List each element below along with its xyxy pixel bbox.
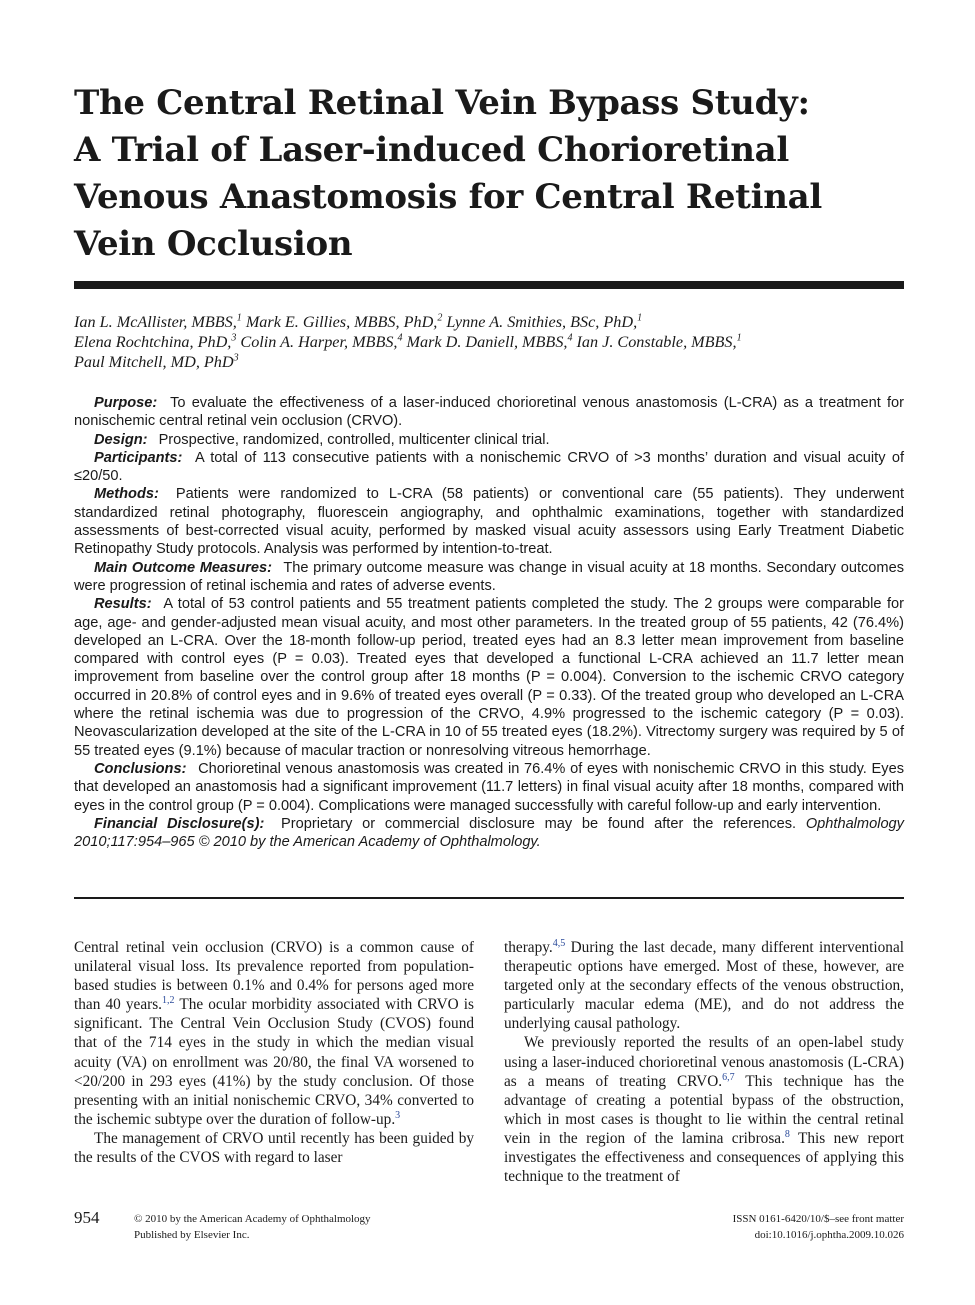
body-column-left: [74, 938, 474, 1167]
page-footer: [74, 1208, 904, 1248]
affiliation-mark: 4: [397, 332, 403, 344]
affiliation-mark: 3: [231, 332, 237, 344]
section-text: A total of 53 control patients and 55 treatment patients completed the study. The 2 groups were comparable for age, age- and gender-adjusted mean visual acuity, and most other parameters. In the treated group of 55 patients, 42 (76.4%) developed an L-CRA. Over the 18-month follow-up period, treated eyes had an 8.3 letter mean improvement from baseline compared with control eyes (P = 0.03). Treated eyes that developed a functional L-CRA achieved an 11.7 letter mean improvement from baseline over the control group after 18 months (P = 0.004). Conversion to the ischemic CRVO category occurred in 20.8% of control eyes and in 9.6% of treated eyes overall (P = 0.33). Of the treated group who developed an L-CRA where the retinal ischemia was due to progression of the CRVO, 4.9% progressed to the ischemic category (P = 0.03). Neovascularization developed at the site of the L-CRA in 10 of 55 treated eyes (18.2%). Vitrectomy surgery was required by 5 of 55 treated eyes (9.1%) because of macular traction or nonresolving vitreous hemorrhage.: [74, 596, 905, 759]
section-label: Design:: [94, 431, 148, 448]
page-number: 954: [74, 1208, 100, 1227]
issn-text: ISSN 0161-6420/10/$–see front matter: [732, 1213, 904, 1225]
body-paragraph: [504, 1033, 904, 1186]
abstract-divider: [74, 897, 904, 899]
abstract-participants: [74, 449, 904, 486]
author-line: [74, 312, 904, 332]
section-label: Results:: [94, 596, 152, 613]
journal-citation: Ophthalmology 2010;117:954–965 © 2010 by the American Academy of Ophthalmology.: [74, 815, 904, 851]
body-text: We previously reported the results of an open-label study using a laser-induced chorioretinal venous anastomosis (L-CRA) as a means of treating CRVO.: [504, 1034, 904, 1090]
reference-link[interactable]: 6,7: [722, 1071, 735, 1083]
abstract-disclosure: [74, 815, 904, 852]
author-line: [74, 332, 904, 352]
body-text: This new report investigates the effectiveness and consequences of applying this technique to the treatment of: [504, 1129, 904, 1186]
author-name: Ian L. McAllister, MBBS,: [74, 313, 237, 331]
title-line: The Central Retinal Vein Bypass Study:: [74, 83, 810, 123]
abstract-methods: [74, 485, 904, 558]
title-line: Venous Anastomosis for Central Retinal: [74, 177, 822, 217]
abstract-main-outcome: [74, 559, 904, 596]
body-text: therapy.: [504, 939, 553, 956]
affiliation-mark: 1: [736, 332, 742, 344]
footer-copyright: [134, 1211, 371, 1243]
footer-identifiers: [733, 1211, 904, 1243]
section-label: Methods:: [94, 486, 159, 503]
abstract: [74, 394, 904, 851]
body-paragraph: [74, 938, 474, 1129]
reference-link[interactable]: 1,2: [162, 995, 175, 1007]
publisher-text: Published by Elsevier Inc.: [134, 1229, 250, 1241]
author-name: Ian J. Constable, MBBS,: [572, 333, 737, 351]
section-label: Conclusions:: [94, 760, 187, 777]
section-text: To evaluate the effectiveness of a laser-induced chorioretinal venous anastomosis (L-CRA) as a treatment for nonischemic central retinal vein occlusion (CRVO).: [74, 395, 904, 430]
section-label: Purpose:: [94, 395, 158, 411]
abstract-purpose: [74, 394, 904, 431]
affiliation-mark: 2: [437, 312, 443, 324]
reference-link[interactable]: 8: [784, 1128, 790, 1140]
section-text: A total of 113 consecutive patients with a nonischemic CRVO of >3 months’ duration and visual acuity of ≤20/50.: [74, 449, 905, 485]
copyright-text: © 2010 by the American Academy of Ophthalmology: [134, 1213, 371, 1225]
affiliation-mark: 1: [236, 312, 242, 324]
author-name: Elena Rochtchina, PhD,: [74, 333, 232, 351]
author-name: Mark D. Daniell, MBBS,: [402, 333, 568, 351]
body-text: During the last decade, many different interventional therapeutic options have emerged. Most of these, however, are targeted only at the secondary effects of the venous obstruction, particularly macular edema (ME), and do not address the underlying causal pathology.: [504, 939, 904, 1033]
reference-link[interactable]: 3: [395, 1109, 401, 1121]
title-line: Vein Occlusion: [74, 224, 353, 264]
author-name: Paul Mitchell, MD, PhD: [74, 353, 234, 371]
body-text: Central retinal vein occlusion (CRVO) is a common cause of unilateral visual loss. Its prevalence reported from population-based studies is between 0.1% and 0.4% for persons aged more than 40 years.: [74, 939, 474, 1014]
body-column-right: [504, 938, 904, 1186]
author-line: [74, 352, 904, 372]
abstract-design: [74, 431, 904, 449]
body-text: The ocular morbidity associated with CRVO is significant. The Central Vein Occlusion Study (CVOS) found that of the 714 eyes in the study in which the median visual acuity (VA) on enrollment was 20/80, the final VA worsened to <20/200 in 293 eyes (41%) by the study conclusion. Of those presenting with an initial nonischemic CRVO, 34% converted to the ischemic subtype over the duration of follow-up.: [74, 996, 474, 1128]
doi-text: doi:10.1016/j.ophtha.2009.10.026: [754, 1229, 904, 1241]
section-label: Financial Disclosure(s):: [94, 815, 265, 832]
author-name: Colin A. Harper, MBBS,: [236, 333, 398, 351]
affiliation-mark: 1: [637, 312, 643, 324]
title-divider: [74, 281, 904, 289]
body-paragraph: The management of CRVO until recently has been guided by the results of the CVOS with regard to laser: [74, 1129, 474, 1167]
section-text: Patients were randomized to L-CRA (58 patients) or conventional care (55 patients). They underwent standardized retinal photography, fluorescein angiography, and ophthalmic examinations, together with standardized assessments of best-corrected visual acuity, performed by masked visual acuity assessors using Early Treatment Diabetic Retinopathy Study protocols. Analysis was performed by intention-to-treat.: [74, 486, 905, 558]
abstract-conclusions: [74, 760, 904, 815]
abstract-results: [74, 595, 904, 760]
affiliation-mark: 4: [567, 332, 573, 344]
title-line: A Trial of Laser-induced Chorioretinal: [74, 130, 790, 170]
article-title: [74, 80, 904, 268]
section-label: Main Outcome Measures:: [94, 559, 272, 576]
section-text: Proprietary or commercial disclosure may be found after the references.: [281, 815, 797, 832]
author-list: [74, 312, 904, 372]
author-name: Lynne A. Smithies, BSc, PhD,: [442, 313, 638, 331]
body-text: This technique has the advantage of creating a potential bypass of the obstruction, which in most cases is thought to lie within the central retinal vein in the region of the lamina cribrosa.: [504, 1072, 904, 1147]
section-label: Participants:: [94, 449, 183, 466]
section-text: The primary outcome measure was change in visual acuity at 18 months. Secondary outcomes were progression of retinal ischemia and rates of adverse events.: [74, 559, 904, 594]
reference-link[interactable]: 4,5: [552, 937, 566, 949]
affiliation-mark: 3: [233, 352, 239, 364]
body-paragraph: [504, 938, 904, 1033]
section-text: Chorioretinal venous anastomosis was created in 76.4% of eyes with nonischemic CRVO in this study. Eyes that developed an anastomosis had a significant improvement (11.7 letters) in final visual acuity after 18 months, compared with eyes in the control group (P = 0.004). Complications were managed successfully with careful follow-up and early intervention.: [74, 760, 904, 814]
author-name: Mark E. Gillies, MBBS, PhD,: [241, 313, 438, 331]
section-text: Prospective, randomized, controlled, multicenter clinical trial.: [158, 431, 550, 448]
